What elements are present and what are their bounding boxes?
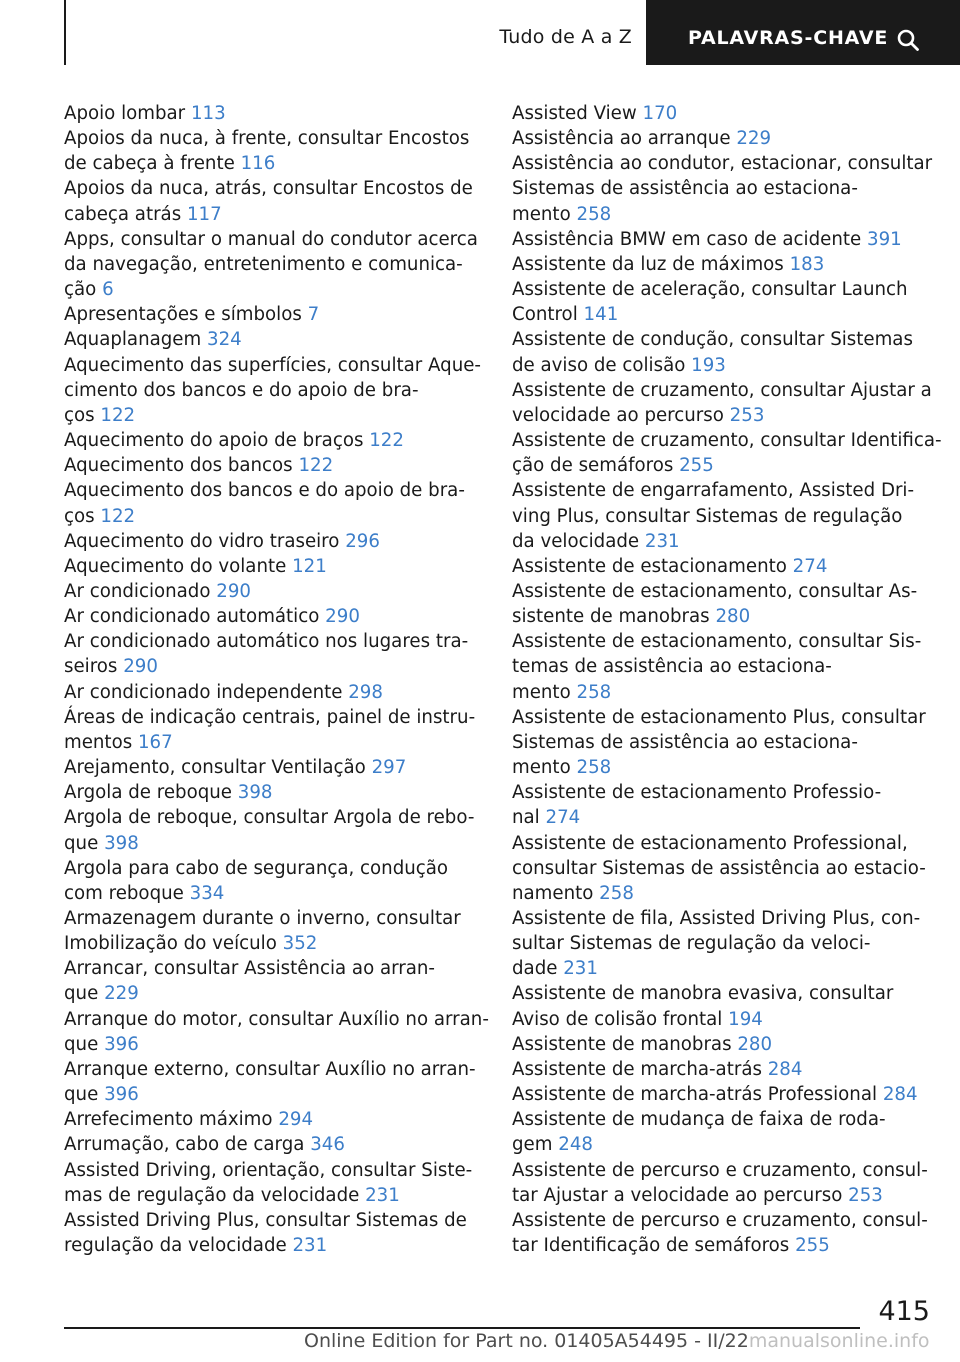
page-link[interactable]: 253 xyxy=(729,404,765,426)
entry-text-last: regulação da velocidade xyxy=(64,1235,287,1257)
footer-divider xyxy=(64,1327,860,1329)
entry-text xyxy=(64,755,484,780)
page-link[interactable]: 258 xyxy=(599,882,634,904)
entry-text: consultar Sistemas de assistência ao estacio- xyxy=(512,857,926,879)
index-entry xyxy=(512,327,932,377)
index-entry xyxy=(64,780,484,805)
entry-text xyxy=(64,931,484,956)
entry-text xyxy=(64,277,484,302)
entry-text xyxy=(64,1107,484,1132)
entry-text-last: ção de semáforos xyxy=(512,455,674,477)
entry-text xyxy=(512,202,932,227)
entry-text xyxy=(64,1032,484,1057)
page-link[interactable]: 396 xyxy=(104,1084,139,1106)
page-link[interactable]: 231 xyxy=(644,530,680,552)
entry-text-last: Imobilização do veículo xyxy=(64,933,277,955)
entry-text-last: Aviso de colisão frontal xyxy=(512,1008,723,1030)
entry-text xyxy=(64,403,484,428)
entry-text: sultar Sistemas de regulação da veloci- xyxy=(512,933,871,955)
entry-text-last: que xyxy=(64,1033,99,1055)
entry-text: Apoios da nuca, atrás, consultar Encostos de xyxy=(64,178,473,200)
page-link[interactable]: 398 xyxy=(104,832,139,854)
entry-text-last: mentos xyxy=(64,731,133,753)
entry-text: Apoios da nuca, à frente, consultar Encostos xyxy=(64,128,470,150)
edition-text: Online Edition for Part no. 01405A54495 - II/22 xyxy=(304,1330,749,1352)
page-link[interactable]: 229 xyxy=(104,983,139,1005)
entry-text: Sistemas de assistência ao estaciona- xyxy=(512,731,858,753)
page-link[interactable]: 284 xyxy=(882,1084,918,1106)
index-entry xyxy=(64,629,484,679)
index-entry xyxy=(64,176,484,226)
entry-text-last: Ar condicionado automático xyxy=(64,606,320,628)
entry-text-last: ção xyxy=(64,279,97,301)
index-entry xyxy=(64,705,484,755)
entry-text-last: sistente de manobras xyxy=(512,606,710,628)
entry-text: Assistente de engarrafamento, Assisted Dri- xyxy=(512,480,915,502)
entry-text: Assistente de condução, consultar Sistemas xyxy=(512,329,913,351)
page-link[interactable]: 7 xyxy=(307,304,320,326)
entry-text xyxy=(64,1132,484,1157)
index-entry xyxy=(64,856,484,906)
entry-text: Arranque do motor, consultar Auxílio no arran- xyxy=(64,1008,489,1030)
entry-text xyxy=(64,981,484,1006)
entry-text xyxy=(64,554,484,579)
footer-edition xyxy=(304,1330,930,1352)
entry-text-last: Control xyxy=(512,304,578,326)
entry-text: da navegação, entretenimento e comunica- xyxy=(64,253,463,275)
entry-text-last: Assistente da luz de máximos xyxy=(512,253,784,275)
entry-text: Assistente de aceleração, consultar Launch xyxy=(512,279,908,301)
index-entry xyxy=(64,1007,489,1057)
index-entry xyxy=(512,1032,932,1057)
index-entry xyxy=(64,1057,484,1107)
page-link[interactable]: 290 xyxy=(123,656,158,678)
entry-text: Ar condicionado automático nos lugares tra- xyxy=(64,631,469,653)
page-link[interactable]: 167 xyxy=(137,731,173,753)
entry-text-last: Arejamento, consultar Ventilação xyxy=(64,757,366,779)
index-entry xyxy=(64,529,484,554)
index-entry xyxy=(64,604,484,629)
entry-text-last: Apresentações e símbolos xyxy=(64,304,302,326)
index-entry xyxy=(512,1158,932,1208)
index-entry xyxy=(64,680,484,705)
entry-text xyxy=(512,252,932,277)
index-entry xyxy=(512,428,942,478)
page-link[interactable]: 231 xyxy=(563,958,598,980)
entry-text-last: Assisted View xyxy=(512,103,637,124)
entry-text xyxy=(512,604,932,629)
entry-text-last: mas de regulação da velocidade xyxy=(64,1184,360,1206)
page-link[interactable]: 122 xyxy=(100,404,136,426)
entry-text xyxy=(512,453,932,478)
entry-text xyxy=(512,1082,932,1107)
entry-text xyxy=(512,1132,932,1157)
page-link[interactable]: 396 xyxy=(104,1033,139,1055)
entry-text-last: Assistência BMW em caso de acidente xyxy=(512,228,862,250)
index-entry xyxy=(64,579,484,604)
index-entry xyxy=(512,579,932,629)
index-entry xyxy=(512,554,932,579)
entry-text: Assistente de estacionamento Plus, consultar xyxy=(512,706,926,728)
index-entry xyxy=(64,1107,484,1132)
entry-text: Argola de reboque, consultar Argola de rebo- xyxy=(64,807,475,829)
entry-text-last: Assistente de marcha-atrás Professional xyxy=(512,1084,878,1106)
entry-text-last: ços xyxy=(64,404,95,426)
entry-text: Assistente de estacionamento Professio- xyxy=(512,782,882,804)
entry-text-last: Apoio lombar xyxy=(64,103,186,124)
entry-text: Assistente de cruzamento, consultar Ajustar a xyxy=(512,379,932,401)
page-link[interactable]: 346 xyxy=(310,1134,345,1156)
entry-text-last: nal xyxy=(512,807,540,829)
index-column-left xyxy=(64,101,489,1258)
page-link[interactable]: 391 xyxy=(867,228,902,250)
index-entry xyxy=(512,378,932,428)
index-entry xyxy=(64,227,484,302)
entry-text xyxy=(512,302,932,327)
entry-text xyxy=(512,956,932,981)
page-link[interactable]: 258 xyxy=(576,203,612,225)
index-entry xyxy=(64,353,484,428)
entry-text xyxy=(512,755,932,780)
page-link[interactable]: 117 xyxy=(186,203,222,225)
entry-text xyxy=(64,579,484,604)
entry-text-last: namento xyxy=(512,882,594,904)
index-entry xyxy=(512,126,932,151)
entry-text-last: dade xyxy=(512,958,558,980)
entry-text xyxy=(512,1007,932,1032)
entry-text xyxy=(64,302,484,327)
index-entry xyxy=(64,1208,484,1258)
index-entry xyxy=(512,981,932,1031)
entry-text-last: tar Identificação de semáforos xyxy=(512,1235,790,1257)
entry-text-last: Aquecimento dos bancos xyxy=(64,455,293,477)
page-link[interactable]: 141 xyxy=(583,304,619,326)
page-link[interactable]: 170 xyxy=(642,103,678,124)
entry-text xyxy=(512,1183,932,1208)
index-entry xyxy=(64,1132,484,1157)
index-entry xyxy=(64,956,484,1006)
tab-label: Tudo de A a Z xyxy=(499,26,632,48)
page-link[interactable]: 231 xyxy=(365,1184,400,1206)
entry-text: Argola para cabo de segurança, condução xyxy=(64,857,449,879)
entry-text-last: da velocidade xyxy=(512,530,640,552)
index-entry xyxy=(512,1107,932,1157)
index-entry xyxy=(64,428,484,453)
entry-text: Assistência ao condutor, estacionar, consultar xyxy=(512,153,933,175)
entry-text-last: Assistente de manobras xyxy=(512,1033,732,1055)
page-link[interactable]: 298 xyxy=(348,681,383,703)
page-link[interactable]: 334 xyxy=(189,882,225,904)
entry-text: Aquecimento das superfícies, consultar Aque- xyxy=(64,354,481,376)
page-link[interactable]: 253 xyxy=(848,1184,883,1206)
index-entry xyxy=(512,831,932,906)
entry-text xyxy=(512,101,932,126)
page-link[interactable]: 248 xyxy=(558,1134,593,1156)
entry-text: Aquecimento dos bancos e do apoio de bra- xyxy=(64,480,465,502)
page-link[interactable]: 183 xyxy=(789,253,825,275)
entry-text: Assistente de mudança de faixa de roda- xyxy=(512,1109,886,1131)
index-entry xyxy=(64,126,484,176)
entry-text-last: que xyxy=(64,832,99,854)
entry-text: ving Plus, consultar Sistemas de regulação xyxy=(512,505,903,527)
page-link[interactable]: 193 xyxy=(691,354,726,376)
entry-text-last: ços xyxy=(64,505,95,527)
entry-text-last: Arrumação, cabo de carga xyxy=(64,1134,305,1156)
index-entry xyxy=(512,780,932,830)
entry-text-last: Aquecimento do volante xyxy=(64,555,287,577)
index-entry xyxy=(64,302,484,327)
entry-text-last: Assistência ao arranque xyxy=(512,128,731,150)
entry-text-last: seiros xyxy=(64,656,118,678)
index-entry xyxy=(512,1082,932,1107)
page-link[interactable]: 258 xyxy=(576,757,612,779)
entry-text xyxy=(64,202,484,227)
entry-text: Assistente de estacionamento, consultar As- xyxy=(512,580,918,602)
entry-text: Assistente de estacionamento, consultar Sis- xyxy=(512,631,922,653)
page-link[interactable]: 121 xyxy=(292,555,327,577)
index-entry xyxy=(64,101,484,126)
index-entry xyxy=(512,277,932,327)
keywords-label: PALAVRAS-CHAVE xyxy=(688,27,889,49)
page-link[interactable]: 280 xyxy=(737,1033,773,1055)
page-link[interactable]: 229 xyxy=(736,128,772,150)
watermark: manualsonline.info xyxy=(748,1330,930,1352)
page-link[interactable]: 294 xyxy=(278,1109,314,1131)
page-link[interactable]: 255 xyxy=(679,455,714,477)
entry-text-last: mento xyxy=(512,681,571,703)
index-entry xyxy=(512,705,932,780)
entry-text-last: Assistente de marcha-atrás xyxy=(512,1058,762,1080)
entry-text: cimento dos bancos e do apoio de bra- xyxy=(64,379,419,401)
entry-text-last: cabeça atrás xyxy=(64,203,182,225)
entry-text-last: velocidade ao percurso xyxy=(512,404,724,426)
entry-text xyxy=(64,654,484,679)
entry-text-last: mento xyxy=(512,203,571,225)
entry-text xyxy=(512,529,932,554)
entry-text xyxy=(64,1082,484,1107)
entry-text: Assistente de manobra evasiva, consultar xyxy=(512,983,894,1005)
page-link[interactable]: 297 xyxy=(371,757,407,779)
entry-text xyxy=(64,730,484,755)
index-entry xyxy=(512,906,932,981)
entry-text xyxy=(64,101,484,126)
page-link[interactable]: 231 xyxy=(292,1235,328,1257)
entry-text: Arranque externo, consultar Auxílio no arran- xyxy=(64,1058,476,1080)
entry-text-last: Aquecimento do apoio de braços xyxy=(64,430,364,452)
index-entry xyxy=(512,252,932,277)
entry-text xyxy=(64,151,484,176)
entry-text-last: que xyxy=(64,983,99,1005)
index-entry xyxy=(64,805,484,855)
entry-text: Assisted Driving, orientação, consultar Siste- xyxy=(64,1159,473,1181)
page-link[interactable]: 6 xyxy=(102,279,114,301)
page-link[interactable]: 258 xyxy=(576,681,612,703)
entry-text: Assistente de percurso e cruzamento, consul- xyxy=(512,1159,928,1181)
index-entry xyxy=(64,554,484,579)
page-link[interactable]: 352 xyxy=(282,933,318,955)
entry-text-last: gem xyxy=(512,1134,553,1156)
entry-text xyxy=(512,554,932,579)
entry-text xyxy=(512,680,932,705)
search-icon[interactable] xyxy=(896,28,920,52)
entry-text xyxy=(512,353,932,378)
index-entry xyxy=(512,101,932,126)
index-entry xyxy=(512,1208,932,1258)
entry-text: Arrancar, consultar Assistência ao arran- xyxy=(64,958,435,980)
entry-text-last: Ar condicionado independente xyxy=(64,681,343,703)
entry-text xyxy=(512,1233,932,1258)
entry-text xyxy=(64,1233,484,1258)
entry-text xyxy=(512,126,932,151)
page-link[interactable]: 122 xyxy=(298,455,334,477)
page-header xyxy=(0,0,960,66)
index-entry xyxy=(512,629,932,704)
entry-text-last: Arrefecimento máximo xyxy=(64,1109,273,1131)
entry-text xyxy=(512,227,932,252)
entry-text-last: tar Ajustar a velocidade ao percurso xyxy=(512,1184,843,1206)
index-entry xyxy=(512,151,932,226)
entry-text xyxy=(64,680,484,705)
entry-text-last: Aquaplanagem xyxy=(64,329,202,351)
index-entry xyxy=(512,227,932,252)
entry-text xyxy=(64,504,484,529)
entry-text: Assisted Driving Plus, consultar Sistemas de xyxy=(64,1209,467,1231)
page-link[interactable]: 113 xyxy=(190,103,226,124)
page-link[interactable]: 284 xyxy=(767,1058,803,1080)
entry-text-last: Argola de reboque xyxy=(64,782,232,804)
entry-text-last: mento xyxy=(512,757,571,779)
page-number: 415 xyxy=(878,1296,930,1327)
page-link[interactable]: 122 xyxy=(100,505,136,527)
entry-text xyxy=(64,881,484,906)
entry-text xyxy=(64,604,484,629)
page-link[interactable]: 398 xyxy=(237,782,273,804)
page-link[interactable]: 122 xyxy=(369,430,404,452)
entry-text xyxy=(64,453,484,478)
entry-text xyxy=(64,1183,484,1208)
index-entry xyxy=(512,1057,932,1082)
entry-text xyxy=(512,1032,932,1057)
index-entry xyxy=(64,755,484,780)
entry-text xyxy=(512,805,932,830)
keywords-tab[interactable] xyxy=(648,0,960,65)
index-entry xyxy=(64,906,484,956)
entry-text-last: que xyxy=(64,1084,99,1106)
entry-text-last: Ar condicionado xyxy=(64,580,211,602)
index-column-right xyxy=(512,101,942,1258)
index-entry xyxy=(512,478,932,553)
entry-text xyxy=(512,881,932,906)
page-link[interactable]: 296 xyxy=(345,530,380,552)
entry-text-last: com reboque xyxy=(64,882,184,904)
entry-text: Armazenagem durante o inverno, consultar xyxy=(64,908,461,929)
index-entry xyxy=(64,453,484,478)
page-link[interactable]: 116 xyxy=(240,153,276,175)
page-link[interactable]: 255 xyxy=(795,1235,830,1257)
page-link[interactable]: 274 xyxy=(792,555,828,577)
entry-text: Assistente de fila, Assisted Driving Plus, con- xyxy=(512,908,921,929)
page-link[interactable]: 324 xyxy=(207,329,242,351)
entry-text xyxy=(64,780,484,805)
entry-text xyxy=(64,428,484,453)
entry-text: Apps, consultar o manual do condutor acerca xyxy=(64,228,478,250)
page-link[interactable]: 194 xyxy=(728,1008,763,1030)
page-link[interactable]: 290 xyxy=(325,606,360,628)
entry-text-last: de aviso de colisão xyxy=(512,354,686,376)
entry-text-last: de cabeça à frente xyxy=(64,153,235,175)
entry-text xyxy=(512,403,932,428)
entry-text: temas de assistência ao estaciona- xyxy=(512,656,832,678)
page-link[interactable]: 280 xyxy=(715,606,751,628)
entry-text xyxy=(64,831,484,856)
entry-text xyxy=(64,327,484,352)
entry-text: Assistente de estacionamento Professional, xyxy=(512,832,908,854)
entry-text xyxy=(512,1057,932,1082)
entry-text: Assistente de percurso e cruzamento, consul- xyxy=(512,1209,928,1231)
entry-text: Áreas de indicação centrais, painel de instru- xyxy=(64,706,476,728)
entry-text-last: Assistente de estacionamento xyxy=(512,555,787,577)
index-entry xyxy=(64,327,484,352)
index-entry xyxy=(64,1158,484,1208)
tab-a-to-z[interactable] xyxy=(64,0,648,65)
entry-text: Sistemas de assistência ao estaciona- xyxy=(512,178,858,200)
index-entry xyxy=(64,478,484,528)
entry-text-last: Aquecimento do vidro traseiro xyxy=(64,530,340,552)
page-link[interactable]: 274 xyxy=(545,807,581,829)
entry-text xyxy=(64,529,484,554)
entry-text: Assistente de cruzamento, consultar Identifica- xyxy=(512,430,942,452)
page-link[interactable]: 290 xyxy=(216,580,251,602)
